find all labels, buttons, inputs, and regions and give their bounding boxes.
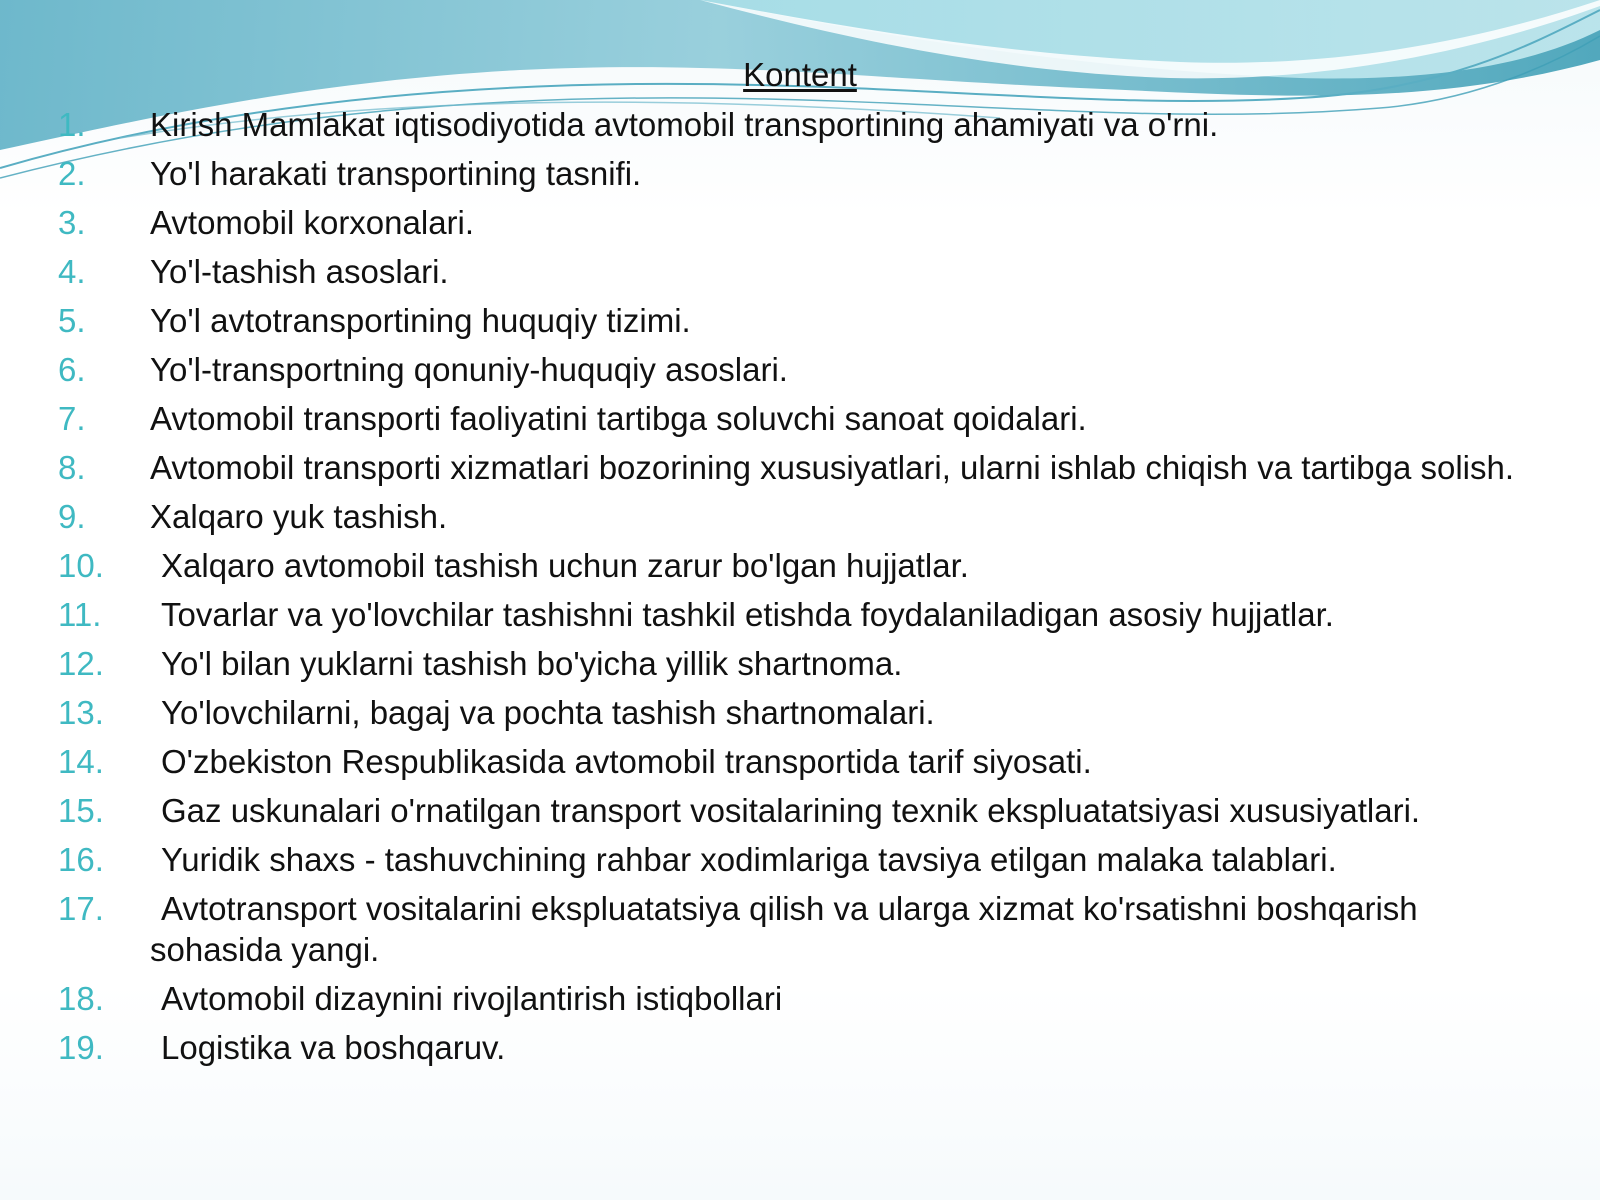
list-item-number: 1. (58, 106, 86, 143)
page-title: Kontent (743, 56, 857, 93)
list-item-text: Yo'l-tashish asoslari. (150, 253, 449, 290)
list-item (58, 545, 1558, 586)
list-item (58, 692, 1558, 733)
list-item-number: 14. (58, 743, 104, 780)
list-item-text: Avtotransport vositalarini ekspluatatsiya qilish va ularga xizmat ko'rsatishni boshqarish sohasida yangi. (150, 890, 1418, 968)
list-item-text: Logistika va boshqaruv. (161, 1029, 506, 1066)
list-item (58, 643, 1558, 684)
list-item (58, 349, 1558, 390)
list-item-number: 9. (58, 498, 86, 535)
list-item (58, 104, 1558, 145)
list-item-text: Gaz uskunalari o'rnatilgan transport vositalarining texnik ekspluatatsiyasi xususiyatlari. (161, 792, 1421, 829)
list-item-text: Kirish Mamlakat iqtisodiyotida avtomobil transportining ahamiyati va o'rni. (150, 106, 1219, 143)
list-item-number: 4. (58, 253, 86, 290)
list-item-text: Yo'l harakati transportining tasnifi. (150, 155, 642, 192)
list-item-number: 5. (58, 302, 86, 339)
list-item-text: Avtomobil transporti xizmatlari bozorining xususiyatlari, ularni ishlab chiqish va tartibga solish. (150, 449, 1515, 486)
list-item-number: 18. (58, 980, 104, 1017)
content-list (58, 104, 1558, 1076)
list-item-text: Tovarlar va yo'lovchilar tashishni tashkil etishda foydalaniladigan asosiy hujjatlar. (161, 596, 1334, 633)
list-item-text: Xalqaro yuk tashish. (150, 498, 448, 535)
list-item (58, 790, 1558, 831)
list-item (58, 839, 1558, 880)
list-item-number: 17. (58, 890, 104, 927)
list-item-number: 13. (58, 694, 104, 731)
list-item-number: 15. (58, 792, 104, 829)
list-item-text: Avtomobil transporti faoliyatini tartibga soluvchi sanoat qoidalari. (150, 400, 1087, 437)
list-item-text: Avtomobil dizaynini rivojlantirish istiqbollari (161, 980, 783, 1017)
list-item-number: 19. (58, 1029, 104, 1066)
list-item-number: 3. (58, 204, 86, 241)
list-item (58, 300, 1558, 341)
list-item (58, 978, 1558, 1019)
list-item-text: Yo'lovchilarni, bagaj va pochta tashish shartnomalari. (161, 694, 935, 731)
list-item-text: Yo'l bilan yuklarni tashish bo'yicha yillik shartnoma. (161, 645, 903, 682)
list-item-text: Avtomobil korxonalari. (150, 204, 475, 241)
list-item (58, 496, 1558, 537)
list-item (58, 741, 1558, 782)
list-item (58, 251, 1558, 292)
list-item-number: 11. (58, 596, 102, 633)
list-item-text: O'zbekiston Respublikasida avtomobil transportida tarif siyosati. (161, 743, 1092, 780)
list-item (58, 447, 1558, 488)
list-item (58, 1027, 1558, 1068)
list-item-number: 7. (58, 400, 86, 437)
list-item (58, 888, 1558, 970)
list-item (58, 202, 1558, 243)
list-item-number: 16. (58, 841, 104, 878)
list-item (58, 398, 1558, 439)
list-item-text: Yo'l avtotransportining huquqiy tizimi. (150, 302, 691, 339)
list-item-number: 10. (58, 547, 104, 584)
list-item (58, 153, 1558, 194)
list-item-number: 2. (58, 155, 86, 192)
list-item-text: Xalqaro avtomobil tashish uchun zarur bo'lgan hujjatlar. (161, 547, 969, 584)
list-item-number: 12. (58, 645, 104, 682)
list-item-number: 8. (58, 449, 86, 486)
list-item-number: 6. (58, 351, 86, 388)
list-item-text: Yo'l-transportning qonuniy-huquqiy asoslari. (150, 351, 788, 388)
list-item (58, 594, 1558, 635)
list-item-text: Yuridik shaxs - tashuvchining rahbar xodimlariga tavsiya etilgan malaka talablari. (161, 841, 1337, 878)
